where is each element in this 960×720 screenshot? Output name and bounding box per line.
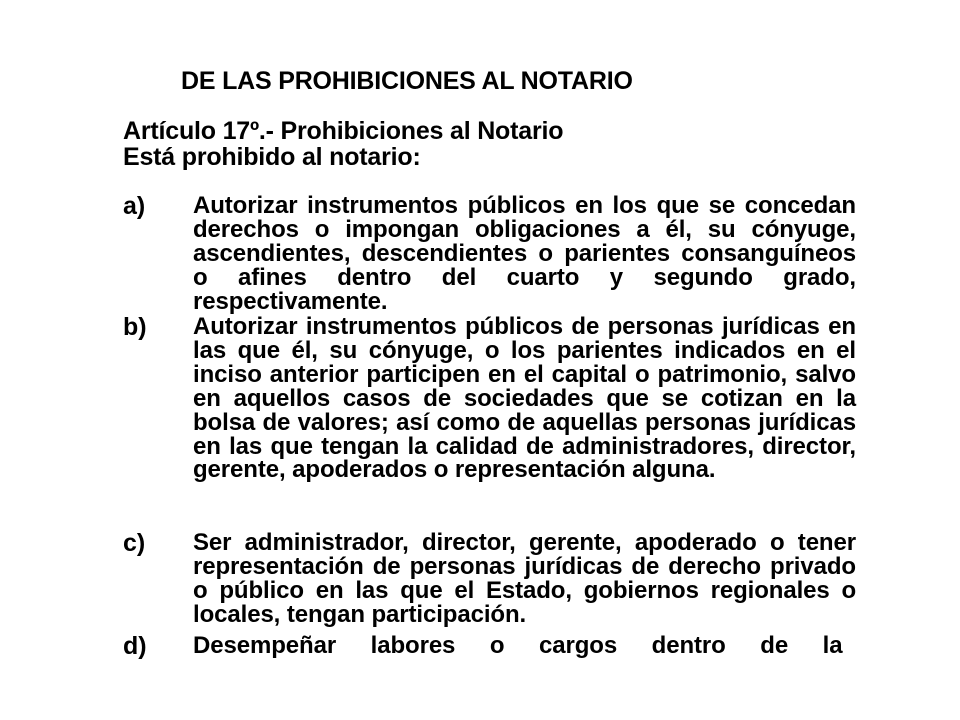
item-letter: d) bbox=[123, 632, 147, 660]
item-text: Autorizar instrumentos públicos de personas jurídicas en las que él, su cónyuge, o los parientes indicados en el inciso anterior participen en el capital o patrimonio, salvo en aquellos casos de sociedades que se cotizan en la bolsa de valores; así como de aquellas personas jurídicas en las que tengan la calidad de administradores, director, gerente, apoderados o representación alguna. bbox=[193, 313, 856, 484]
list-item-cut-off bbox=[123, 632, 858, 660]
item-letter: b) bbox=[123, 313, 147, 341]
document-heading: DE LAS PROHIBICIONES AL NOTARIO bbox=[181, 67, 633, 95]
item-letter: c) bbox=[123, 529, 146, 557]
cut-off-line bbox=[123, 634, 858, 664]
item-text: Autorizar instrumentos públicos en los que se concedan derechos o impongan obligaciones a él, su cónyuge, ascendientes, descendientes o parientes consanguíneos o afines dentro del cuarto y segundo grado, respectivamente. bbox=[193, 192, 856, 315]
item-text: Desempeñar labores o cargos dentro de la bbox=[193, 632, 843, 659]
article-intro: Está prohibido al notario: bbox=[123, 143, 421, 171]
article-title: Artículo 17º.- Prohibiciones al Notario bbox=[123, 117, 564, 145]
item-letter: a) bbox=[123, 192, 146, 220]
item-text: Ser administrador, director, gerente, apoderado o tener representación de personas jurídicas de derecho privado o público en las que el Estado, gobiernos regionales o locales, tengan participación. bbox=[193, 529, 856, 628]
